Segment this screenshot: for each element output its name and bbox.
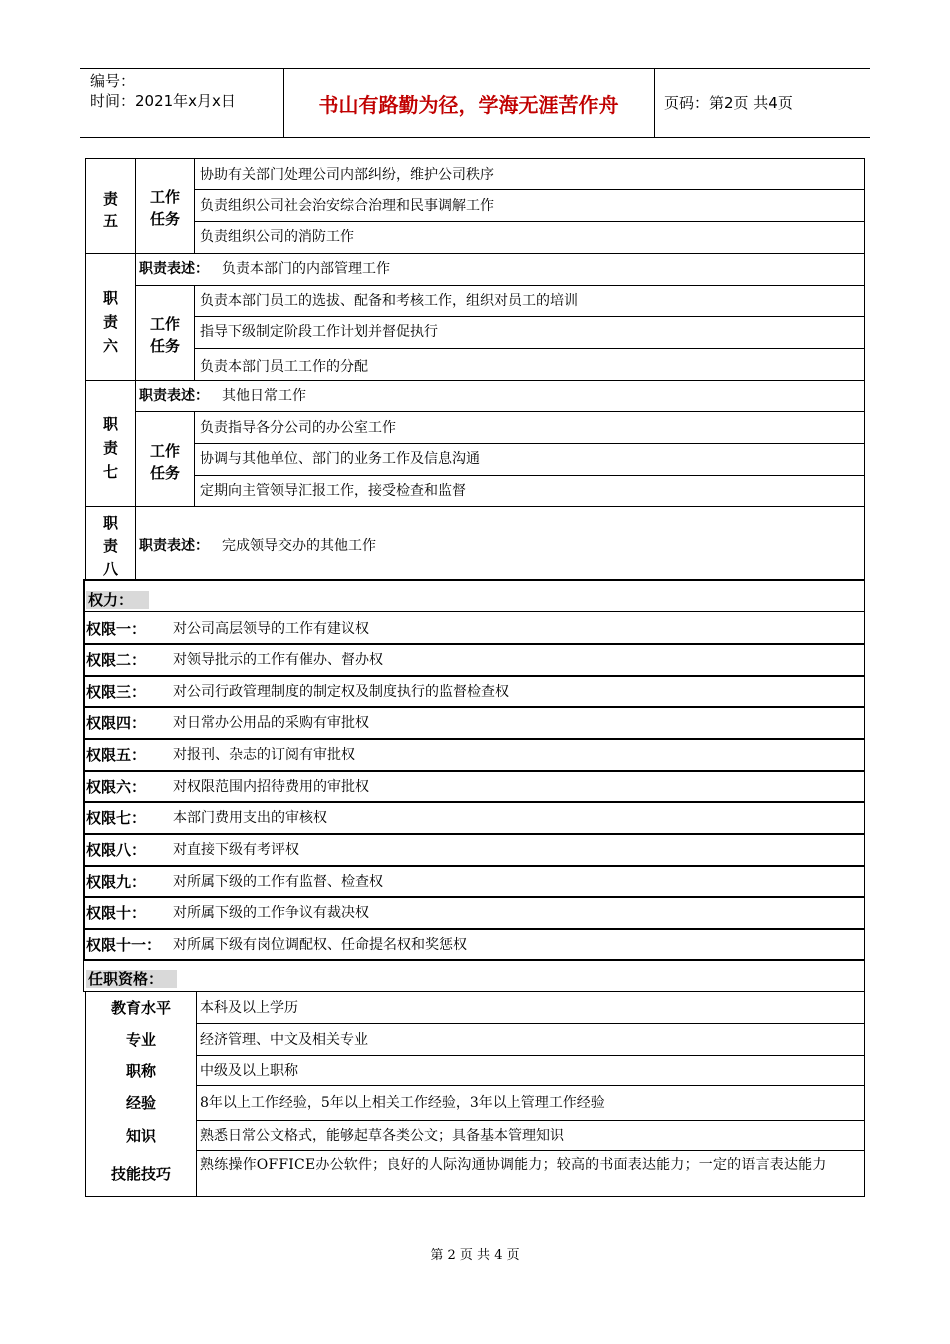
qualification-label: 职称	[125, 1062, 156, 1080]
row-divider	[196, 1085, 865, 1086]
qualification-text: 中级及以上职称	[200, 1063, 298, 1079]
qualification-label: 教育水平	[110, 999, 171, 1017]
row-divider	[196, 1150, 865, 1151]
statement-text: 其他日常工作	[222, 388, 306, 404]
qualification-text: 经济管理、中文及相关专业	[200, 1032, 368, 1048]
qualification-label: 知识	[125, 1127, 156, 1145]
duty-label: 责 五	[102, 190, 118, 230]
authority-text: 对直接下级有考评权	[173, 842, 299, 858]
authority-text: 本部门费用支出的审核权	[173, 810, 327, 826]
qualification-text: 本科及以上学历	[200, 1000, 298, 1016]
header-motto: 书山有路勤为径，学海无涯苦作舟	[318, 93, 619, 117]
duty-label: 职 责 七	[102, 415, 118, 481]
row-divider	[196, 1055, 865, 1056]
statement-text: 完成领导交办的其他工作	[222, 538, 376, 554]
duty-label: 职 责 六	[102, 289, 118, 355]
authority-label: 权限六：	[86, 778, 147, 796]
authority-label: 权限五：	[86, 746, 147, 764]
qualification-text: 8年以上工作经验，5年以上相关工作经验，3年以上管理工作经验	[200, 1095, 605, 1111]
qualification-text: 熟练操作OFFICE办公软件；良好的人际沟通协调能力；较高的书面表达能力；一定的语言表达能力	[200, 1157, 827, 1173]
qualification-label: 专业	[125, 1031, 156, 1049]
task-item: 协助有关部门处理公司内部纠纷，维护公司秩序	[200, 167, 494, 183]
authority-label: 权限九：	[86, 873, 147, 891]
task-item: 负责本部门员工的选拔、配备和考核工作，组织对员工的培训	[200, 293, 578, 309]
qualification-text: 熟悉日常公文格式，能够起草各类公文；具备基本管理知识	[200, 1128, 564, 1144]
authority-label: 权限十：	[86, 904, 147, 922]
task-item: 指导下级制定阶段工作计划并督促执行	[200, 324, 438, 340]
authority-text: 对报刊、杂志的订阅有审批权	[173, 747, 355, 763]
doc-number-label: 编号：	[90, 72, 136, 90]
authority-text: 对权限范围内招待费用的审批权	[173, 779, 369, 795]
statement-label: 职责表述：	[139, 388, 209, 404]
authority-text: 对领导批示的工作有催办、督办权	[173, 652, 383, 668]
statement-label: 职责表述：	[139, 538, 209, 554]
authority-text: 对所属下级的工作有监督、检查权	[173, 874, 383, 890]
task-label: 工作 任务	[149, 315, 180, 355]
qualification-title: 任职资格：	[86, 970, 177, 988]
authority-label: 权限八：	[86, 841, 147, 859]
task-item: 定期向主管领导汇报工作，接受检查和监督	[200, 483, 466, 499]
authority-label: 权限七：	[86, 809, 147, 827]
row-divider	[196, 1120, 865, 1121]
task-item: 负责指导各分公司的办公室工作	[200, 420, 396, 436]
authority-text: 对所属下级有岗位调配权、任命提名权和奖惩权	[173, 937, 467, 953]
task-label: 工作 任务	[149, 442, 180, 482]
authority-label: 权限十一：	[86, 936, 162, 954]
statement-label: 职责表述：	[139, 261, 209, 277]
duty-label: 职 责 八	[102, 514, 118, 578]
task-item: 协调与其他单位、部门的业务工作及信息沟通	[200, 451, 480, 467]
qualification-label: 经验	[125, 1094, 156, 1112]
authority-text: 对公司行政管理制度的制定权及制度执行的监督检查权	[173, 684, 509, 700]
statement-text: 负责本部门的内部管理工作	[222, 261, 390, 277]
authority-label: 权限三：	[86, 683, 147, 701]
authority-label: 权限二：	[86, 651, 147, 669]
row-divider	[196, 1023, 865, 1024]
task-item: 负责组织公司社会治安综合治理和民事调解工作	[200, 198, 494, 214]
task-item: 负责组织公司的消防工作	[200, 229, 354, 245]
qualification-label: 技能技巧	[110, 1165, 171, 1183]
authority-text: 对公司高层领导的工作有建议权	[173, 621, 369, 637]
authority-label: 权限四：	[86, 714, 147, 732]
task-item: 负责本部门员工工作的分配	[200, 359, 368, 375]
task-label: 工作 任务	[149, 188, 180, 228]
authority-text: 对所属下级的工作争议有裁决权	[173, 905, 369, 921]
authority-label: 权限一：	[86, 620, 147, 638]
footer-page-number: 第 2 页 共 4 页	[430, 1248, 520, 1263]
authority-title: 权力：	[86, 591, 149, 609]
page-number-label: 页码：第2页 共4页	[664, 94, 793, 112]
doc-time-label: 时间：2021年x月x日	[90, 92, 236, 110]
authority-text: 对日常办公用品的采购有审批权	[173, 715, 369, 731]
